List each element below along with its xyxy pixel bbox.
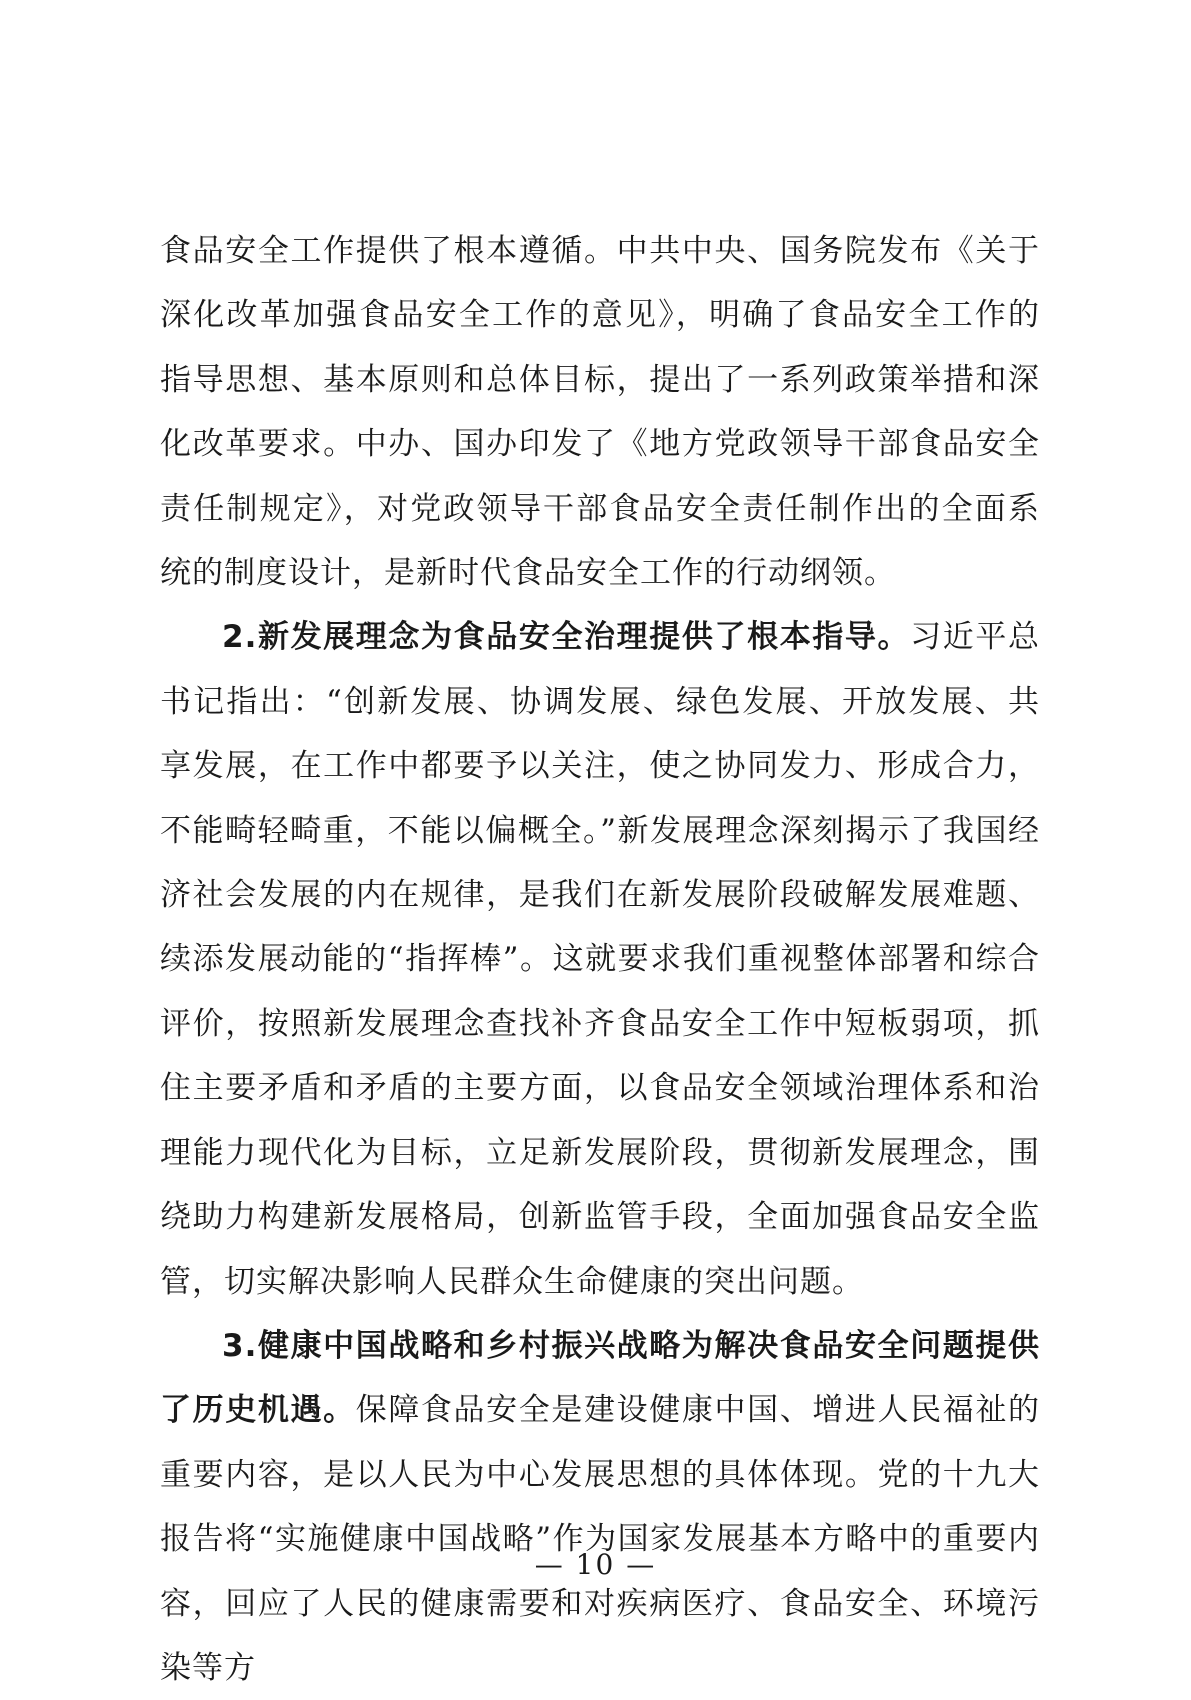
paragraph-healthy-china-strategy xyxy=(160,1314,1040,1700)
paragraph-new-development-concept xyxy=(160,605,1040,1313)
page-number: — 10 — xyxy=(534,1548,657,1581)
paragraph-text: 习近平总书记指出：“创新发展、协调发展、绿色发展、开放发展、共享发展，在工作中都要予以关注，使之协同发力、形成合力，不能畸轻畸重，不能以偏概全。”新发展理念深刻揭示了我国经济社会发展的内在规律，是我们在新发展阶段破解发展难题、续添发展动能的“指挥棒”。这就要求我们重视整体部署和综合评价，按照新发展理念查找补齐食品安全工作中短板弱项，抓住主要矛盾和矛盾的主要方面，以食品安全领域治理体系和治理能力现代化为目标，立足新发展阶段，贯彻新发展理念，围绕助力构建新发展格局，创新监管手段，全面加强食品安全监管，切实解决影响人民群众生命健康的突出问题。 xyxy=(160,619,1040,1300)
document-body xyxy=(160,219,1040,1700)
paragraph-text: 保障食品安全是建设健康中国、增进人民福祉的重要内容，是以人民为中心发展思想的具体体现。党的十九大报告将“实施健康中国战略”作为国家发展基本方略中的重要内容，回应了人民的健康需要和对疾病医疗、食品安全、环境污染等方 xyxy=(160,1392,1041,1686)
paragraph-continuation xyxy=(160,219,1040,605)
paragraph-heading: 2.新发展理念为食品安全治理提供了根本指导。 xyxy=(222,619,911,656)
paragraph-heading: 3.健康中国战略和乡村振兴战略为解决食品安全问题提供了历史机遇。 xyxy=(160,1327,1040,1429)
paragraph-text: 食品安全工作提供了根本遵循。中共中央、国务院发布《关于深化改革加强食品安全工作的意见》，明确了食品安全工作的指导思想、基本原则和总体目标，提出了一系列政策举措和深化改革要求。中办、国办印发了《地方党政领导干部食品安全责任制规定》，对党政领导干部食品安全责任制作出的全面系统的制度设计，是新时代食品安全工作的行动纲领。 xyxy=(160,233,1040,592)
